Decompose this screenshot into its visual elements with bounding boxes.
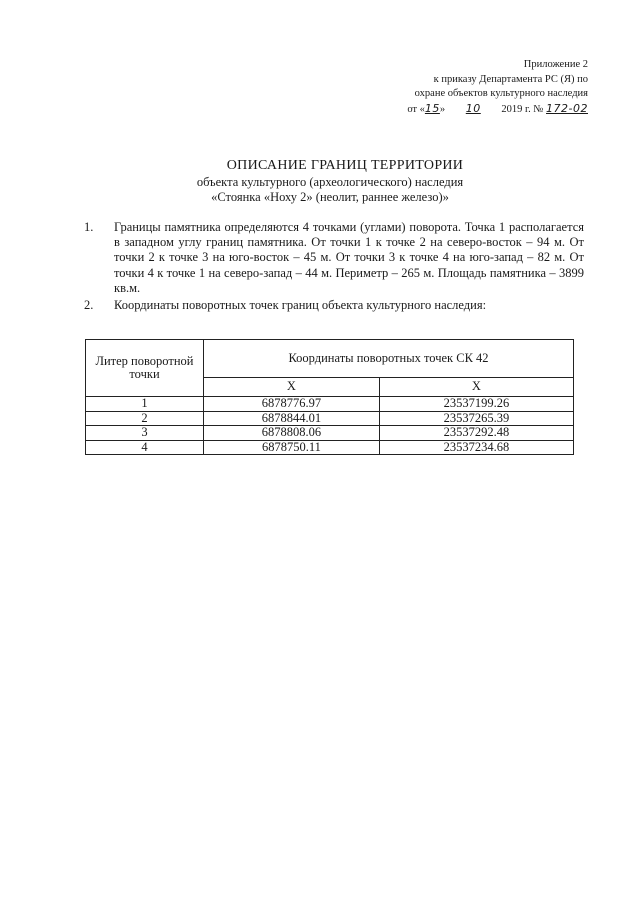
appendix-title: Приложение 2	[523, 59, 588, 70]
date-month: 10	[465, 101, 481, 115]
coordinates-table	[85, 339, 574, 455]
document-subtitle-1: объекта культурного (археологического) наследия	[196, 175, 464, 189]
document-title: ОПИСАНИЕ ГРАНИЦ ТЕРРИТОРИИ	[226, 158, 464, 173]
list-item	[84, 298, 584, 313]
numbered-list	[84, 220, 584, 313]
table-row	[86, 397, 574, 412]
appendix-order-line: к приказу Департамента РС (Я) по	[433, 73, 588, 85]
list-item-number: 2.	[84, 298, 94, 313]
cell-point: 3	[86, 426, 204, 441]
cell-point: 1	[86, 397, 204, 412]
date-mid: »	[439, 103, 446, 115]
column-header-y: X	[379, 377, 573, 396]
date-year: 2019 г. №	[501, 103, 544, 115]
appendix-date-line	[338, 102, 588, 118]
order-number: 172-02	[546, 101, 588, 115]
list-item-text: Координаты поворотных точек границ объекта культурного наследия:	[114, 298, 487, 313]
table-row	[86, 426, 574, 441]
column-header-coordinates: Координаты поворотных точек СК 42	[204, 340, 574, 378]
cell-point: 4	[86, 440, 204, 455]
title-block	[0, 157, 640, 205]
appendix-department-line: охране объектов культурного наследия	[414, 88, 588, 99]
list-item-text: Границы памятника определяются 4 точками (углами) поворота. Точка 1 располагается в западном углу границ памятника. От точки 1 к точке 2 на северо-восток – 94 м. От точки 2 к точке 3 на юго-восток – 45 м. От точки 3 к точке 4 на юго-запад – 82 м. От точки 4 к точке 1 на северо-запад – 44 м. Периметр – 265 м. Площадь памятника – 3899 кв.м.	[114, 220, 584, 295]
list-item	[84, 220, 584, 296]
appendix-header	[338, 58, 588, 117]
cell-x: 6878808.06	[204, 426, 380, 441]
column-header-liter: Литер поворотной точки	[86, 340, 204, 397]
list-item-number: 1.	[84, 220, 94, 234]
table-row	[86, 411, 574, 426]
cell-y: 23537234.68	[379, 440, 573, 455]
date-day: 15	[424, 101, 440, 115]
cell-y: 23537265.39	[379, 411, 573, 426]
date-prefix: от «	[407, 103, 425, 115]
cell-x: 6878844.01	[204, 411, 380, 426]
cell-x: 6878750.11	[204, 440, 380, 455]
cell-point: 2	[86, 411, 204, 426]
cell-x: 6878776.97	[204, 397, 380, 412]
table-row	[86, 440, 574, 455]
column-header-x: X	[204, 377, 380, 396]
document-subtitle-2: «Стоянка «Ноху 2» (неолит, раннее железо)»	[211, 190, 449, 204]
cell-y: 23537292.48	[379, 426, 573, 441]
cell-y: 23537199.26	[379, 397, 573, 412]
